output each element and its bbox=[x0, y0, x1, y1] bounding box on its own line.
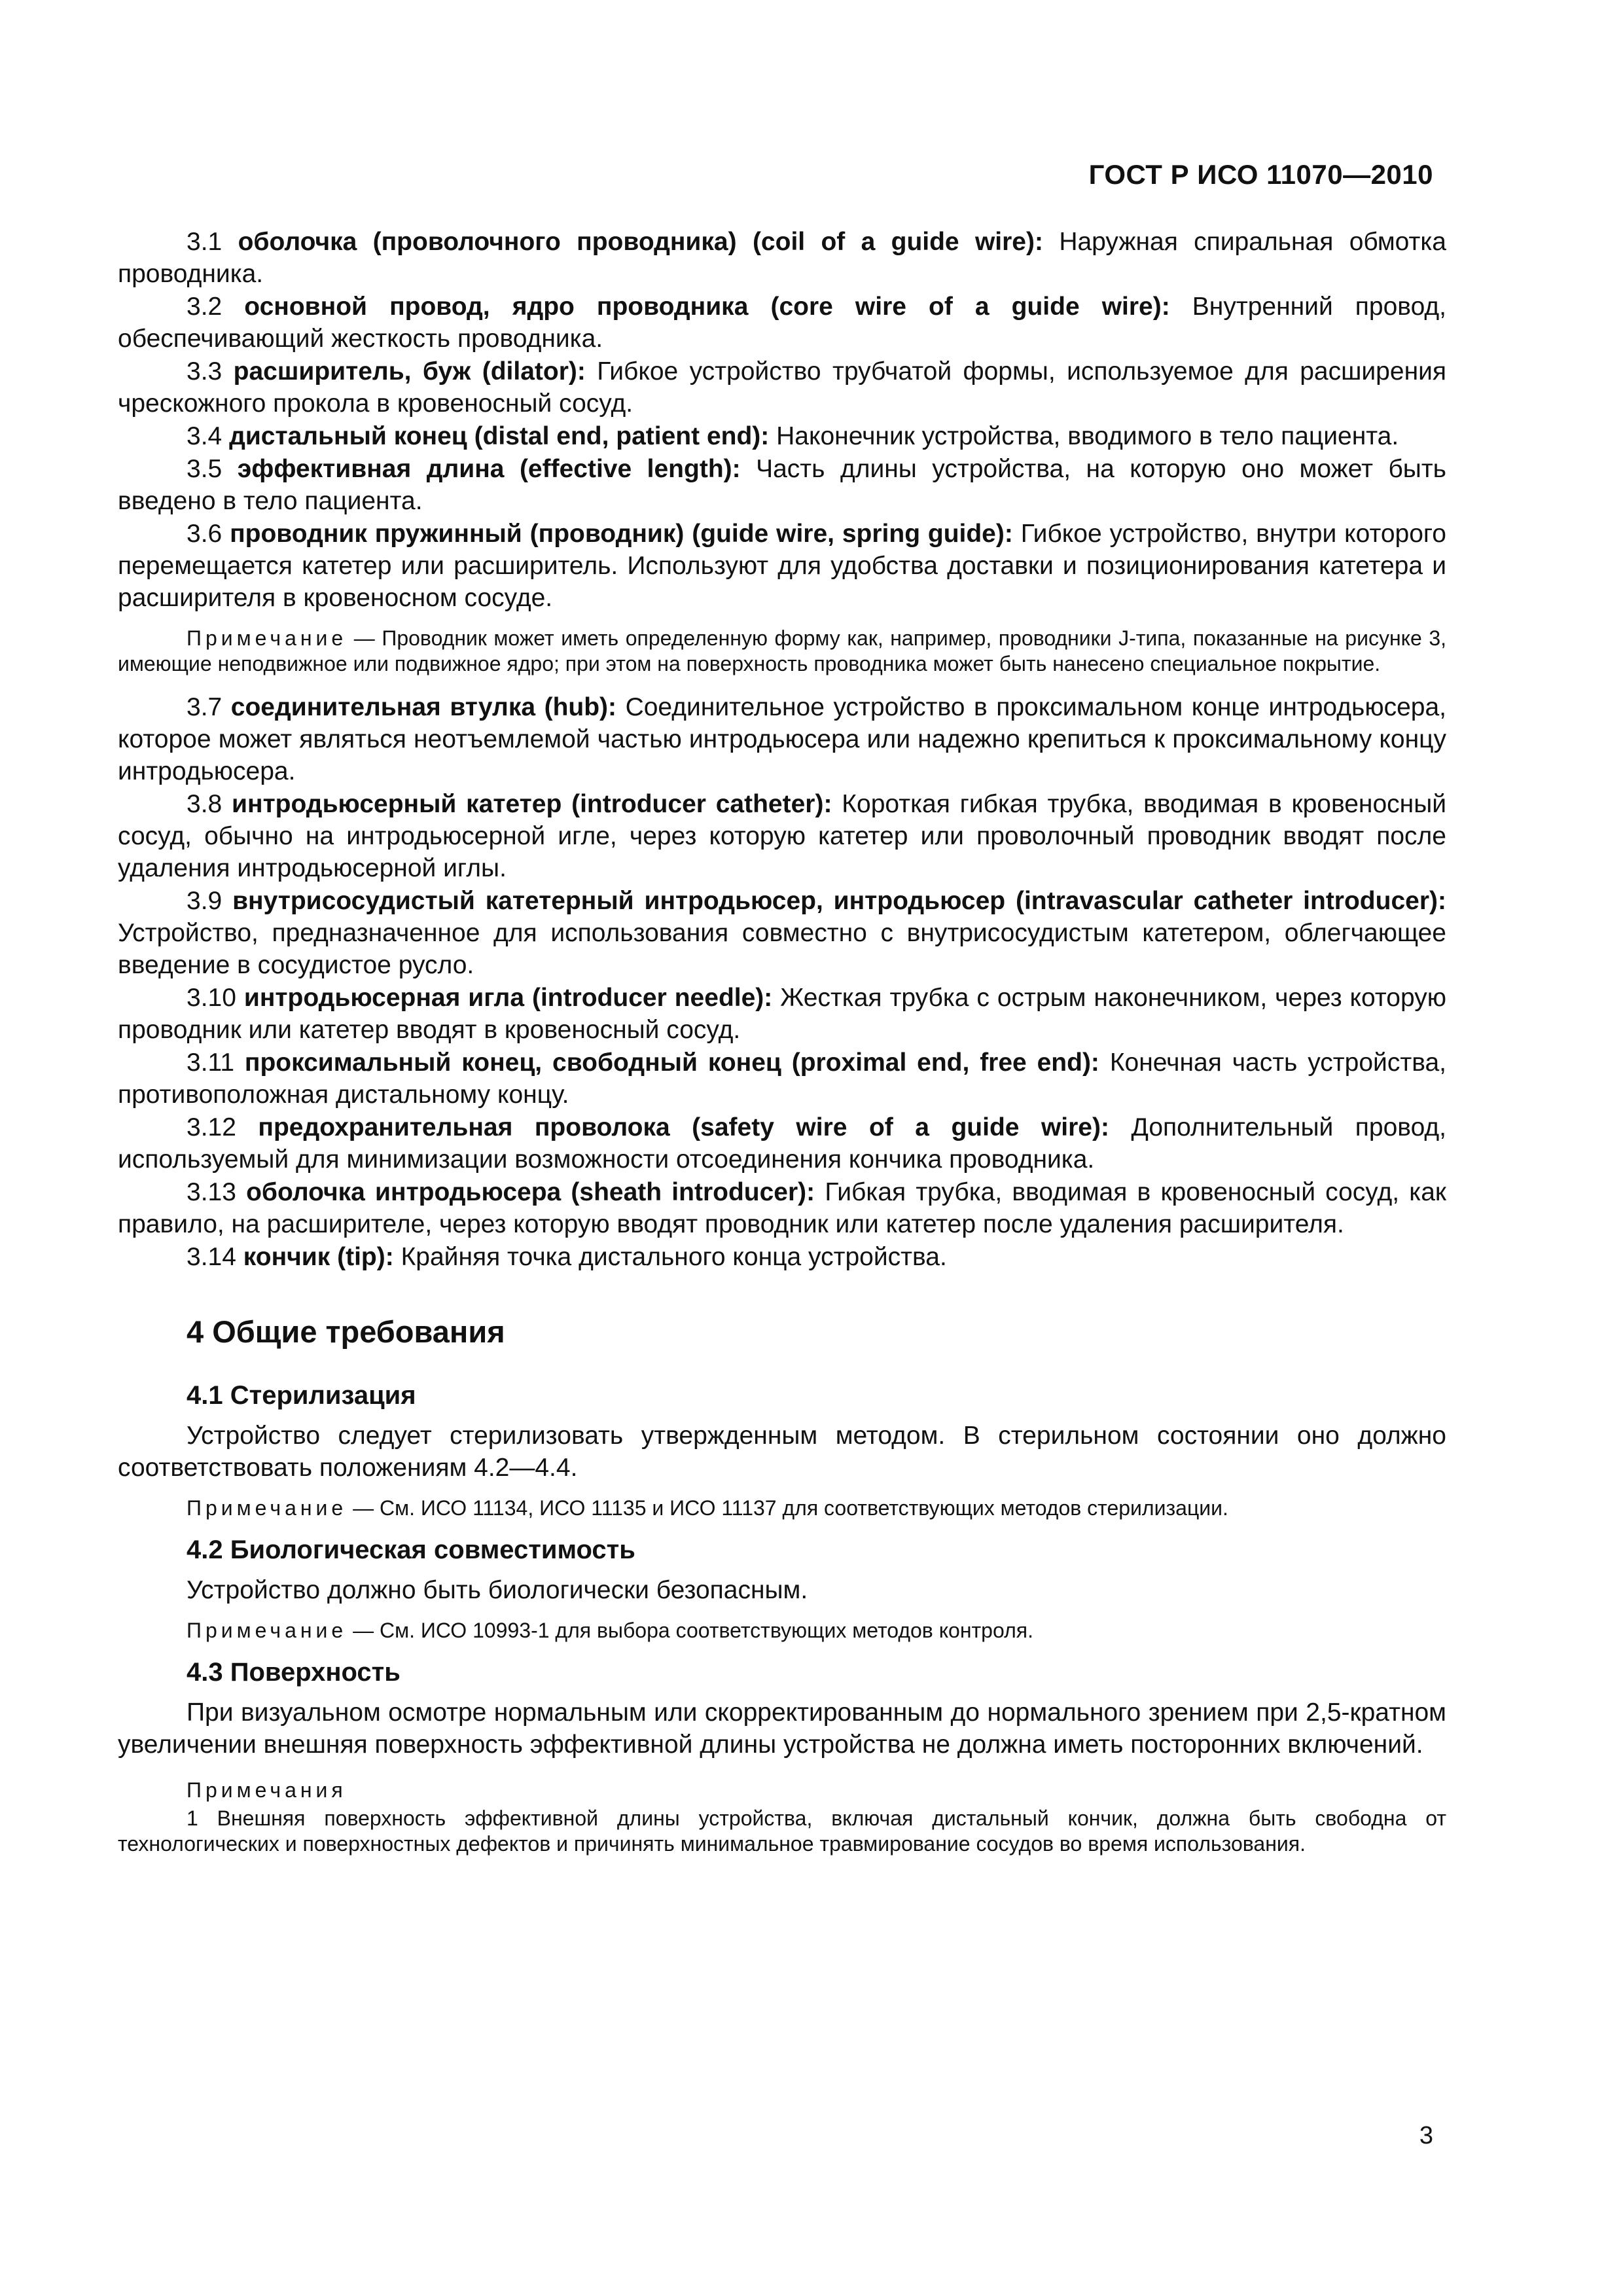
note-4-2 bbox=[118, 1618, 1446, 1643]
notes-label: Примечания bbox=[187, 1778, 347, 1802]
definition-3-5: 3.5 эффективная длина (effective length): Часть длины устройства, на которую оно может быть введено в тело пациента. bbox=[118, 455, 1446, 515]
definition-3-14: 3.14 кончик (tip): Крайняя точка дистального конца устройства. bbox=[187, 1243, 947, 1271]
section-4-1-title: 4.1 Стерилизация bbox=[187, 1381, 416, 1410]
definition-text: Часть длины устройства, на которую оно может быть введено в тело пациента. bbox=[118, 455, 1446, 515]
definition-text: Конечная часть устройства, противоположная дистальному концу. bbox=[118, 1049, 1447, 1109]
definition-3-3: 3.3 расширитель, буж (dilator): Гибкое устройство трубчатой формы, используемое для расширения чрескожного прокола в кровеносный сосуд. bbox=[118, 357, 1447, 418]
document-header: ГОСТ Р ИСО 11070—2010 bbox=[1088, 159, 1433, 190]
definition-3-10: 3.10 интродьюсерная игла (introducer needle): Жесткая трубка с острым наконечником, через которую проводник или катетер вводят в кровеносный сосуд. bbox=[118, 984, 1446, 1044]
page-content bbox=[118, 226, 1446, 1857]
section-4-2-text: Устройство должно быть биологически безопасным. bbox=[187, 1576, 808, 1604]
definition-term: дистальный конец (distal end, patient end): bbox=[229, 422, 770, 450]
definition-text: Устройство, предназначенное для использования совместно с внутрисосудистым катетером, облегчающее введение в сосудистое русло. bbox=[118, 919, 1446, 979]
definition-3-13: 3.13 оболочка интродьюсера (sheath introducer): Гибкая трубка, вводимая в кровеносный сосуд, как правило, на расширителе, через которую вводят проводник или катетер после удаления расширителя. bbox=[118, 1178, 1446, 1238]
section-4-1-text: Устройство следует стерилизовать утвержденным методом. В стерильном состоянии оно должно соответствовать положениям 4.2—4.4. bbox=[118, 1422, 1446, 1482]
definition-text: Крайняя точка дистального конца устройства. bbox=[401, 1243, 947, 1271]
definition-3-2: 3.2 основной провод, ядро проводника (core wire of a guide wire): Внутренний провод, обеспечивающий жесткость проводника. bbox=[118, 293, 1447, 353]
note-label: Примечание bbox=[187, 626, 348, 650]
note-4-3-1: 1 Внешняя поверхность эффективной длины устройства, включая дистальный кончик, должна быть свободна от технологических и поверхностных дефектов и причинять минимальное травмирование сосудов во время использования. bbox=[118, 1806, 1446, 1856]
definition-term: проксимальный конец, свободный конец (proximal end, free end): bbox=[244, 1049, 1099, 1077]
note-label: Примечание bbox=[187, 1496, 348, 1520]
note-text: — Проводник может иметь определенную форму как, например, проводники J-типа, показанные на рисунке 3, имеющие неподвижное или подвижное ядро; при этом на поверхность проводника может быть нанесено специальное покрытие. bbox=[118, 626, 1447, 675]
definition-text: Жесткая трубка с острым наконечником, через которую проводник или катетер вводят в кровеносный сосуд. bbox=[118, 984, 1446, 1044]
definition-text: Внутренний провод, обеспечивающий жесткость проводника. bbox=[118, 293, 1447, 353]
definition-term: предохранительная проволока (safety wire of a guide wire): bbox=[258, 1113, 1109, 1141]
note-3-6 bbox=[118, 626, 1446, 677]
definition-term: оболочка (проволочного проводника) (coil of a guide wire): bbox=[238, 228, 1043, 256]
definition-term: основной провод, ядро проводника (core wire of a guide wire): bbox=[244, 293, 1170, 321]
definition-text: Гибкое устройство трубчатой формы, используемое для расширения чрескожного прокола в кровеносный сосуд. bbox=[118, 357, 1447, 418]
page-number: 3 bbox=[1419, 2122, 1433, 2149]
definition-3-7: 3.7 соединительная втулка (hub): Соединительное устройство в проксимальном конце интродьюсера, которое может являться неотъемлемой частью интродьюсера или надежно крепиться к проксимальному концу интродьюсера. bbox=[118, 693, 1446, 785]
definition-term: оболочка интродьюсера (sheath introducer): bbox=[246, 1178, 815, 1206]
definition-term: интродьюсерная игла (introducer needle): bbox=[243, 984, 773, 1012]
section-4-3-title: 4.3 Поверхность bbox=[187, 1658, 401, 1687]
definition-3-12: 3.12 предохранительная проволока (safety wire of a guide wire): Дополнительный провод, используемый для минимизации возможности отсоединения кончика проводника. bbox=[118, 1113, 1447, 1174]
definition-text: Гибкая трубка, вводимая в кровеносный сосуд, как правило, на расширителе, через которую вводят проводник или катетер после удаления расширителя. bbox=[118, 1178, 1446, 1238]
definition-3-6: 3.6 проводник пружинный (проводник) (guide wire, spring guide): Гибкое устройство, внутри которого перемещается катетер или расширитель. Используют для удобства доставки и позиционирования катетера и расширителя в кровеносном сосуде. bbox=[118, 520, 1446, 612]
definition-term: проводник пружинный (проводник) (guide wire, spring guide): bbox=[230, 520, 1013, 548]
definition-text: Гибкое устройство, внутри которого перемещается катетер или расширитель. Используют для удобства доставки и позиционирования катетера и расширителя в кровеносном сосуде. bbox=[118, 520, 1446, 612]
note-4-1 bbox=[118, 1496, 1446, 1521]
definition-text: Наружная спиральная обмотка проводника. bbox=[118, 228, 1446, 288]
definition-term: внутрисосудистый катетерный интродьюсер, интродьюсер (intravascular catheter introducer): bbox=[232, 887, 1446, 915]
section-4-3-text: При визуальном осмотре нормальным или скорректированным до нормального зрением при 2,5-кратном увеличении внешняя поверхность эффективной длины устройства не должна иметь посторонних включений. bbox=[118, 1698, 1446, 1759]
note-text: — См. ИСО 11134, ИСО 11135 и ИСО 11137 для соответствующих методов стерилизации. bbox=[353, 1496, 1228, 1520]
definition-term: расширитель, буж (dilator): bbox=[233, 357, 586, 386]
section-4-2-title: 4.2 Биологическая совместимость bbox=[187, 1535, 635, 1564]
note-label: Примечание bbox=[187, 1619, 348, 1642]
section-4-title: 4 Общие требования bbox=[187, 1314, 505, 1349]
definition-3-4: 3.4 дистальный конец (distal end, patient end): Наконечник устройства, вводимого в тело пациента. bbox=[187, 422, 1399, 450]
definition-text: Наконечник устройства, вводимого в тело пациента. bbox=[776, 422, 1399, 450]
definition-text: Дополнительный провод, используемый для минимизации возможности отсоединения кончика проводника. bbox=[118, 1113, 1447, 1174]
definition-text: Короткая гибкая трубка, вводимая в кровеносный сосуд, обычно на интродьюсерной игле, через которую катетер или проволочный проводник вводят после удаления интродьюсерной иглы. bbox=[118, 790, 1447, 882]
definition-3-1: 3.1 оболочка (проволочного проводника) (coil of a guide wire): Наружная спиральная обмотка проводника. bbox=[118, 228, 1446, 288]
definition-term: соединительная втулка (hub): bbox=[230, 693, 617, 721]
definition-term: кончик (tip): bbox=[243, 1243, 394, 1271]
note-text: — См. ИСО 10993-1 для выбора соответствующих методов контроля. bbox=[353, 1619, 1033, 1642]
definition-text: Соединительное устройство в проксимальном конце интродьюсера, которое может являться неотъемлемой частью интродьюсера или надежно крепиться к проксимальному концу интродьюсера. bbox=[118, 693, 1446, 785]
definition-term: интродьюсерный катетер (introducer catheter): bbox=[232, 790, 832, 818]
definition-3-9: 3.9 внутрисосудистый катетерный интродьюсер, интродьюсер (intravascular catheter introducer): Устройство, предназначенное для использования совместно с внутрисосудистым катетером, облегчающее введение в сосудистое русло. bbox=[118, 887, 1446, 979]
definition-3-11: 3.11 проксимальный конец, свободный конец (proximal end, free end): Конечная часть устройства, противоположная дистальному концу. bbox=[118, 1049, 1447, 1109]
definition-term: эффективная длина (effective length): bbox=[237, 455, 741, 483]
definition-3-8: 3.8 интродьюсерный катетер (introducer catheter): Короткая гибкая трубка, вводимая в кровеносный сосуд, обычно на интродьюсерной игле, через которую катетер или проволочный проводник вводят после удаления интродьюсерной иглы. bbox=[118, 790, 1447, 882]
